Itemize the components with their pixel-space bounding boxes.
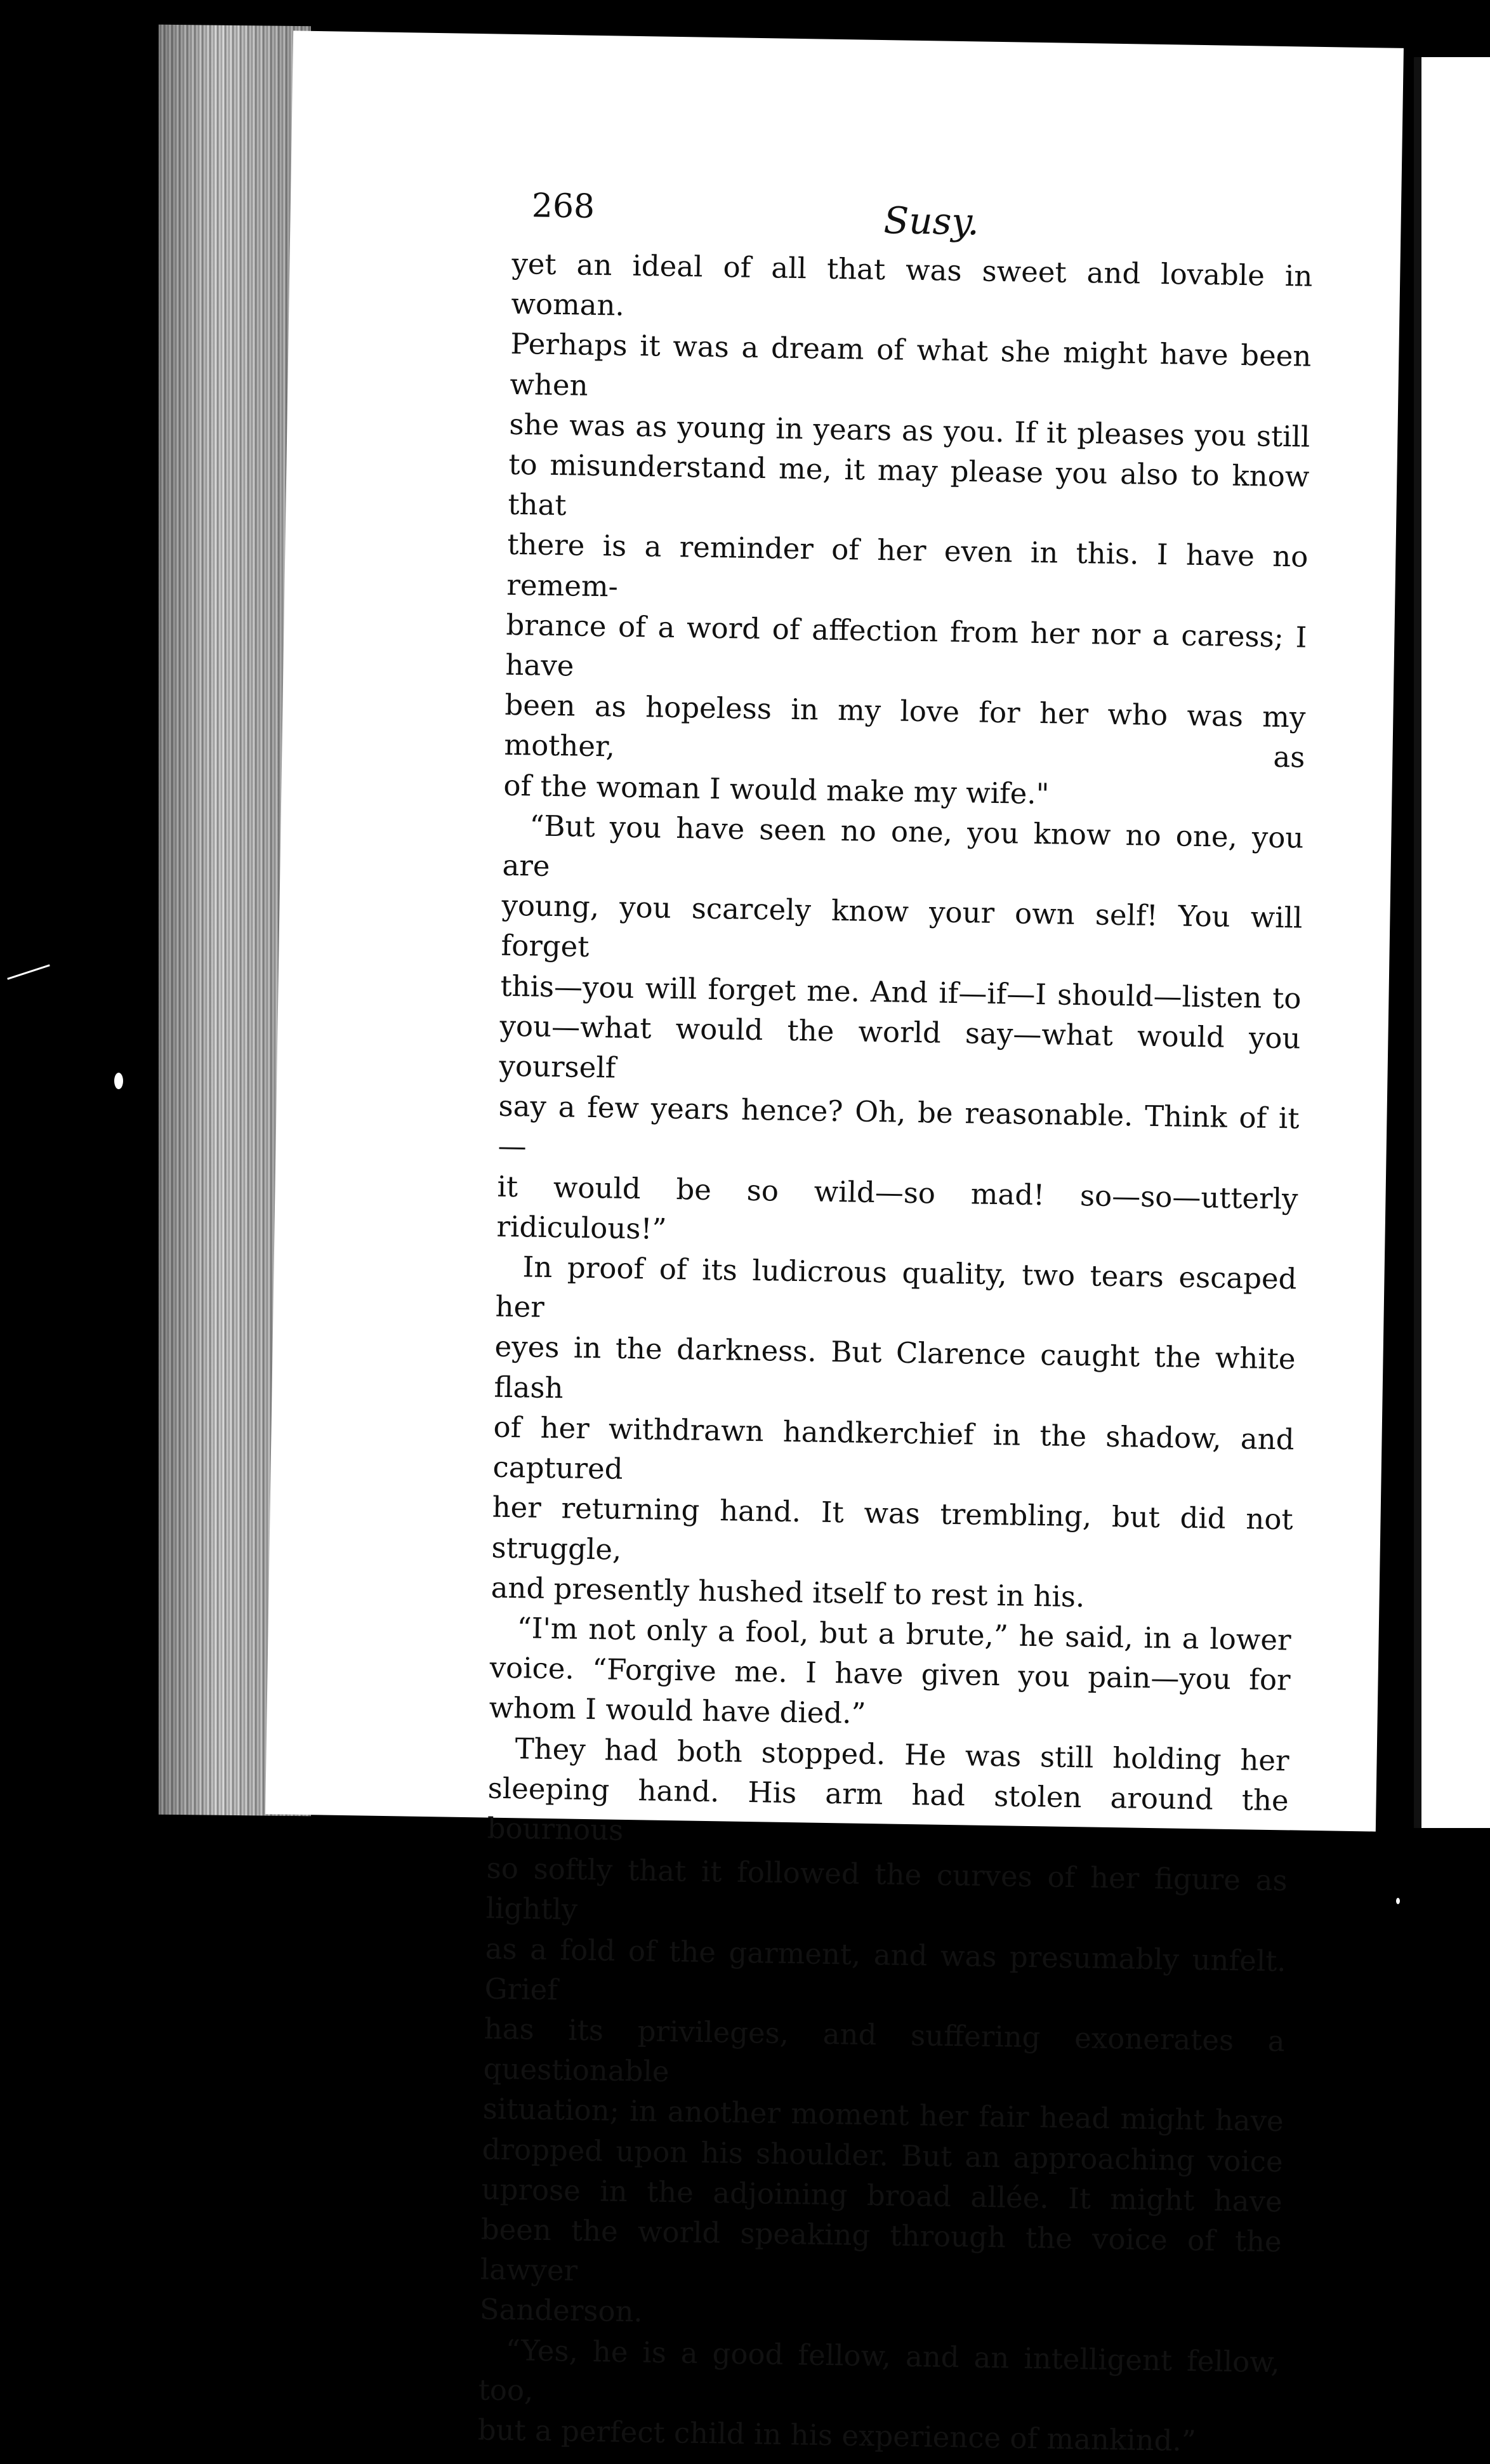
text-line: as a fold of the garment, and was presumably unfelt. Grief	[484, 1931, 1287, 2007]
text-line: it would be so wild—so mad! so—so—utterly ridiculous!”	[496, 1169, 1298, 1246]
text-line: but a perfect child in his experience of mankind.”	[477, 2413, 1197, 2458]
scan-speck	[1396, 1898, 1400, 1904]
text-line: there is a reminder of her even in this. I have no remem-	[506, 527, 1309, 604]
text-line: dropped upon his shoulder. But an approaching voice	[482, 2132, 1284, 2178]
text-line: she was as young in years as you. If it pleases you still	[509, 407, 1310, 454]
text-line: young, you scarcely know your own self! You will forget	[501, 889, 1303, 964]
text-line: whom I would have died.”	[489, 1690, 866, 1731]
text-line: uprose in the adjoining broad allée. It might have	[481, 2172, 1283, 2219]
text-line: say a few years hence? Oh, be reasonable. Think of it—	[498, 1089, 1300, 1163]
text-line: been as hopeless in my love for her who was my mother, as	[504, 688, 1306, 775]
book-page	[265, 30, 1404, 2458]
text-line: situation; in another moment her fair head might have	[482, 2091, 1284, 2138]
running-head-title: Susy.	[883, 199, 980, 244]
text-line: sleeping hand. His arm had stolen around the bournous	[487, 1771, 1289, 1847]
text-line: been the world speaking through the voice of the lawyer	[480, 2212, 1282, 2288]
scan-speck	[114, 1073, 123, 1089]
text-line: “But you have seen no one, you know no one, you are	[502, 809, 1304, 883]
text-line: her returning hand. It was trembling, but did not struggle,	[491, 1490, 1293, 1566]
text-line: They had both stopped. He was still holding her	[515, 1731, 1289, 1777]
page-header	[531, 168, 1421, 251]
text-line: you—what would the world say—what would you yourself	[499, 1009, 1301, 1085]
text-line: “Yes, he is a good fellow, and an intelligent fellow, too,	[478, 2333, 1281, 2408]
text-line: has its privileges, and suffering exonerates a questionable	[483, 2011, 1286, 2089]
text-line: this—you will forget me. And if—if—I should—listen to	[500, 969, 1302, 1016]
text-line: voice. “Forgive me. I have given you pain—you for	[489, 1650, 1291, 1697]
text-line: “I'm not only a fool, but a brute,” he said, in a lower	[517, 1611, 1291, 1657]
body-text	[477, 244, 1312, 2463]
page-number: 268	[531, 187, 595, 226]
text-line: of her withdrawn handkerchief in the shadow, and captured	[492, 1410, 1295, 1486]
adjacent-page-strip	[1414, 57, 1490, 1828]
text-line: Sanderson.	[479, 2292, 643, 2329]
text-line: yet an ideal of all that was sweet and lovable in woman.	[511, 246, 1313, 322]
text-line: of the woman I would make my wife."	[503, 768, 1050, 811]
text-line: to misunderstand me, it may please you also to know that	[508, 447, 1310, 522]
text-line: eyes in the darkness. But Clarence caught the white flash	[494, 1330, 1296, 1405]
text-line: In proof of its ludicrous quality, two tears escaped her	[495, 1250, 1297, 1325]
text-line: so softly that it followed the curves of her figure as lightly	[485, 1851, 1288, 1927]
text-line: Perhaps it was a dream of what she might have been when	[510, 327, 1312, 402]
text-line: and presently hushed itself to rest in his.	[491, 1570, 1085, 1614]
text-line: brance of a word of affection from her nor a caress; I have	[505, 607, 1307, 683]
scan-artifact-mark	[7, 964, 50, 979]
